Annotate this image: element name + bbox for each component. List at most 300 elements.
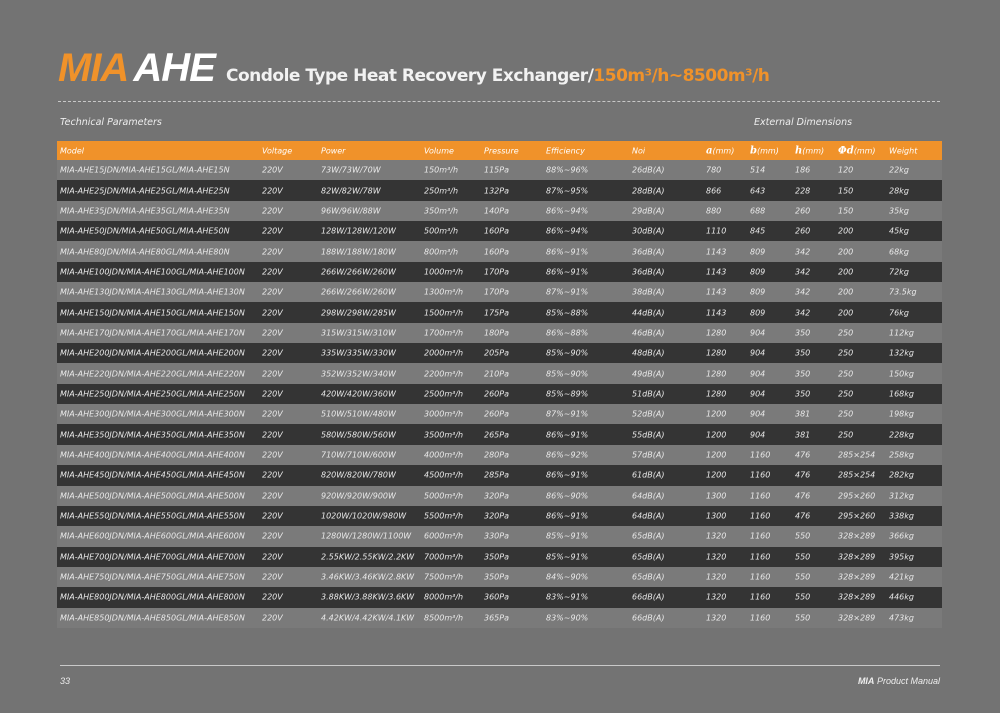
cell-d: 250 xyxy=(838,369,854,379)
cell-b: 1160 xyxy=(750,470,771,480)
cell-pressure: 132Pa xyxy=(484,186,509,196)
cell-weight: 282kg xyxy=(889,470,914,480)
cell-power: 266W/266W/260W xyxy=(321,287,396,297)
cell-efficiency: 86%~91% xyxy=(546,511,589,521)
page-number: 33 xyxy=(60,676,71,686)
cell-efficiency: 85%~91% xyxy=(546,552,589,562)
cell-a: 1300 xyxy=(706,511,727,521)
cell-weight: 150kg xyxy=(889,369,914,379)
cell-noise: 64dB(A) xyxy=(632,491,665,501)
cell-h: 550 xyxy=(795,613,811,623)
cell-voltage: 220V xyxy=(262,186,283,196)
cell-volume: 350m³/h xyxy=(424,206,459,216)
col-efficiency: Efficiency xyxy=(546,146,585,155)
cell-a: 1280 xyxy=(706,369,727,379)
cell-model: MIA-AHE15JDN/MIA-AHE15GL/MIA-AHE15N xyxy=(60,165,230,175)
cell-noise: 46dB(A) xyxy=(632,328,665,338)
cell-weight: 198kg xyxy=(889,409,914,419)
cell-weight: 68kg xyxy=(889,247,909,257)
cell-pressure: 265Pa xyxy=(484,430,509,440)
cell-weight: 35kg xyxy=(889,206,909,216)
cell-noise: 36dB(A) xyxy=(632,247,665,257)
cell-d: 200 xyxy=(838,308,854,318)
cell-power: 3.88KW/3.88KW/3.6KW xyxy=(321,592,415,602)
cell-d: 328×289 xyxy=(838,592,876,602)
cell-d: 150 xyxy=(838,186,854,196)
cell-b: 904 xyxy=(750,328,766,338)
cell-b: 809 xyxy=(750,247,766,257)
cell-b: 809 xyxy=(750,287,766,297)
cell-h: 350 xyxy=(795,389,811,399)
cell-d: 200 xyxy=(838,267,854,277)
table-header xyxy=(57,141,942,160)
cell-model: MIA-AHE300JDN/MIA-AHE300GL/MIA-AHE300N xyxy=(60,409,245,419)
cell-voltage: 220V xyxy=(262,226,283,236)
cell-power: 352W/352W/340W xyxy=(321,369,396,379)
cell-noise: 66dB(A) xyxy=(632,592,665,602)
cell-power: 298W/298W/285W xyxy=(321,308,396,318)
cell-model: MIA-AHE170JDN/MIA-AHE170GL/MIA-AHE170N xyxy=(60,328,245,338)
cell-a: 1110 xyxy=(706,226,727,236)
cell-efficiency: 85%~90% xyxy=(546,369,589,379)
cell-voltage: 220V xyxy=(262,389,283,399)
cell-d: 150 xyxy=(838,206,854,216)
cell-volume: 8000m³/h xyxy=(424,592,464,602)
cell-b: 1160 xyxy=(750,450,771,460)
col-b-unit: (mm) xyxy=(757,146,779,155)
cell-voltage: 220V xyxy=(262,430,283,440)
cell-power: 188W/188W/180W xyxy=(321,247,396,257)
cell-a: 880 xyxy=(706,206,722,216)
cell-model: MIA-AHE80JDN/MIA-AHE80GL/MIA-AHE80N xyxy=(60,247,230,257)
cell-b: 1160 xyxy=(750,511,771,521)
col-weight: Weight xyxy=(889,146,918,155)
cell-weight: 72kg xyxy=(889,267,909,277)
cell-a: 1200 xyxy=(706,409,727,419)
cell-d: 250 xyxy=(838,409,854,419)
table-row xyxy=(57,160,942,180)
cell-a: 780 xyxy=(706,165,722,175)
cell-a: 1300 xyxy=(706,491,727,501)
col-a-unit: (mm) xyxy=(712,146,735,155)
col-a xyxy=(706,145,734,156)
cell-volume: 2500m³/h xyxy=(424,389,464,399)
cell-efficiency: 86%~91% xyxy=(546,470,589,480)
cell-efficiency: 86%~94% xyxy=(546,206,589,216)
table-row xyxy=(57,180,942,200)
cell-b: 904 xyxy=(750,369,766,379)
table-row xyxy=(57,241,942,261)
cell-power: 1020W/1020W/980W xyxy=(321,511,407,521)
cell-a: 1200 xyxy=(706,470,727,480)
col-pressure: Pressure xyxy=(484,146,519,155)
cell-weight: 228kg xyxy=(889,430,914,440)
cell-b: 809 xyxy=(750,308,766,318)
cell-d: 285×254 xyxy=(838,450,876,460)
cell-b: 1160 xyxy=(750,592,771,602)
col-power: Power xyxy=(321,146,346,155)
cell-efficiency: 86%~92% xyxy=(546,450,589,460)
cell-pressure: 365Pa xyxy=(484,613,509,623)
cell-b: 809 xyxy=(750,267,766,277)
cell-noise: 57dB(A) xyxy=(632,450,665,460)
cell-volume: 2200m³/h xyxy=(424,369,464,379)
cell-pressure: 285Pa xyxy=(484,470,509,480)
col-h xyxy=(795,145,824,156)
cell-weight: 45kg xyxy=(889,226,909,236)
cell-power: 335W/335W/330W xyxy=(321,348,396,358)
cell-pressure: 180Pa xyxy=(484,328,509,338)
cell-efficiency: 86%~88% xyxy=(546,328,589,338)
cell-model: MIA-AHE850JDN/MIA-AHE850GL/MIA-AHE850N xyxy=(60,613,245,623)
cell-pressure: 205Pa xyxy=(484,348,509,358)
cell-b: 1160 xyxy=(750,552,771,562)
cell-a: 1320 xyxy=(706,613,727,623)
cell-voltage: 220V xyxy=(262,206,283,216)
cell-h: 381 xyxy=(795,430,811,440)
cell-weight: 258kg xyxy=(889,450,914,460)
cell-d: 200 xyxy=(838,287,854,297)
cell-voltage: 220V xyxy=(262,247,283,257)
cell-voltage: 220V xyxy=(262,470,283,480)
cell-noise: 29dB(A) xyxy=(632,206,665,216)
cell-weight: 473kg xyxy=(889,613,914,623)
cell-noise: 55dB(A) xyxy=(632,430,665,440)
cell-h: 550 xyxy=(795,531,811,541)
table-body xyxy=(57,160,942,628)
cell-h: 260 xyxy=(795,226,811,236)
cell-model: MIA-AHE700JDN/MIA-AHE700GL/MIA-AHE700N xyxy=(60,552,245,562)
cell-voltage: 220V xyxy=(262,369,283,379)
cell-h: 260 xyxy=(795,206,811,216)
cell-pressure: 320Pa xyxy=(484,491,509,501)
footer-brand xyxy=(858,676,940,686)
cell-noise: 51dB(A) xyxy=(632,389,665,399)
cell-efficiency: 85%~89% xyxy=(546,389,589,399)
cell-model: MIA-AHE200JDN/MIA-AHE200GL/MIA-AHE200N xyxy=(60,348,245,358)
col-h-symbol: h xyxy=(795,145,803,156)
cell-power: 820W/820W/780W xyxy=(321,470,396,480)
cell-d: 120 xyxy=(838,165,854,175)
cell-model: MIA-AHE35JDN/MIA-AHE35GL/MIA-AHE35N xyxy=(60,206,230,216)
cell-b: 643 xyxy=(750,186,766,196)
cell-volume: 500m³/h xyxy=(424,226,459,236)
cell-voltage: 220V xyxy=(262,531,283,541)
cell-power: 2.55KW/2.55KW/2.2KW xyxy=(321,552,415,562)
cell-model: MIA-AHE25JDN/MIA-AHE25GL/MIA-AHE25N xyxy=(60,186,230,196)
cell-model: MIA-AHE100JDN/MIA-AHE100GL/MIA-AHE100N xyxy=(60,267,245,277)
cell-efficiency: 83%~90% xyxy=(546,613,589,623)
dashed-divider xyxy=(58,101,940,102)
cell-h: 550 xyxy=(795,552,811,562)
cell-h: 350 xyxy=(795,369,811,379)
cell-noise: 38dB(A) xyxy=(632,287,665,297)
brand-name: MIA xyxy=(58,46,129,90)
cell-efficiency: 85%~91% xyxy=(546,531,589,541)
cell-a: 1200 xyxy=(706,450,727,460)
col-b xyxy=(750,145,779,156)
col-noise: Noi xyxy=(632,146,646,155)
cell-voltage: 220V xyxy=(262,491,283,501)
cell-weight: 421kg xyxy=(889,572,914,582)
spec-table xyxy=(57,141,942,628)
cell-a: 1280 xyxy=(706,328,727,338)
cell-voltage: 220V xyxy=(262,511,283,521)
technical-parameters-label: Technical Parameters xyxy=(60,117,162,128)
cell-efficiency: 87%~91% xyxy=(546,287,589,297)
col-d xyxy=(838,145,876,156)
cell-volume: 1300m³/h xyxy=(424,287,464,297)
table-row xyxy=(57,465,942,485)
cell-noise: 30dB(A) xyxy=(632,226,665,236)
cell-efficiency: 85%~88% xyxy=(546,308,589,318)
cell-h: 342 xyxy=(795,267,811,277)
cell-model: MIA-AHE400JDN/MIA-AHE400GL/MIA-AHE400N xyxy=(60,450,245,460)
cell-noise: 44dB(A) xyxy=(632,308,665,318)
product-name: AHE xyxy=(133,46,215,90)
table-row xyxy=(57,526,942,546)
cell-efficiency: 88%~96% xyxy=(546,165,589,175)
airflow-range: 150m³/h~8500m³/h xyxy=(593,66,770,86)
cell-noise: 26dB(A) xyxy=(632,165,665,175)
cell-b: 514 xyxy=(750,165,766,175)
cell-b: 904 xyxy=(750,430,766,440)
cell-noise: 28dB(A) xyxy=(632,186,665,196)
cell-d: 328×289 xyxy=(838,613,876,623)
table-row xyxy=(57,445,942,465)
cell-power: 266W/266W/260W xyxy=(321,267,396,277)
cell-h: 381 xyxy=(795,409,811,419)
col-a-symbol: a xyxy=(706,145,713,156)
table-row xyxy=(57,302,942,322)
cell-pressure: 115Pa xyxy=(484,165,509,175)
table-row xyxy=(57,282,942,302)
cell-voltage: 220V xyxy=(262,592,283,602)
table-row xyxy=(57,404,942,424)
col-model: Model xyxy=(60,146,85,155)
cell-h: 550 xyxy=(795,572,811,582)
col-d-unit: (mm) xyxy=(853,146,876,155)
cell-efficiency: 87%~91% xyxy=(546,409,589,419)
cell-efficiency: 86%~91% xyxy=(546,267,589,277)
cell-h: 342 xyxy=(795,287,811,297)
cell-volume: 800m³/h xyxy=(424,247,459,257)
cell-weight: 395kg xyxy=(889,552,914,562)
col-volume: Volume xyxy=(424,146,454,155)
footer-brand-name: MIA xyxy=(857,676,875,686)
cell-pressure: 360Pa xyxy=(484,592,509,602)
cell-pressure: 170Pa xyxy=(484,287,509,297)
cell-a: 1280 xyxy=(706,389,727,399)
cell-pressure: 175Pa xyxy=(484,308,509,318)
table-row xyxy=(57,343,942,363)
cell-a: 1143 xyxy=(706,267,727,277)
cell-power: 420W/420W/360W xyxy=(321,389,396,399)
cell-d: 200 xyxy=(838,226,854,236)
table-row xyxy=(57,384,942,404)
cell-volume: 7500m³/h xyxy=(424,572,464,582)
cell-h: 186 xyxy=(795,165,811,175)
cell-a: 1320 xyxy=(706,592,727,602)
cell-power: 510W/510W/480W xyxy=(321,409,396,419)
cell-h: 350 xyxy=(795,348,811,358)
cell-model: MIA-AHE550JDN/MIA-AHE550GL/MIA-AHE550N xyxy=(60,511,245,521)
cell-a: 1143 xyxy=(706,308,727,318)
cell-volume: 3000m³/h xyxy=(424,409,464,419)
cell-volume: 4000m³/h xyxy=(424,450,464,460)
cell-h: 476 xyxy=(795,470,811,480)
cell-noise: 48dB(A) xyxy=(632,348,665,358)
cell-noise: 49dB(A) xyxy=(632,369,665,379)
cell-volume: 5000m³/h xyxy=(424,491,464,501)
cell-d: 250 xyxy=(838,328,854,338)
cell-b: 904 xyxy=(750,389,766,399)
cell-power: 3.46KW/3.46KW/2.8KW xyxy=(321,572,415,582)
cell-power: 82W/82W/78W xyxy=(321,186,381,196)
cell-a: 866 xyxy=(706,186,722,196)
cell-voltage: 220V xyxy=(262,409,283,419)
cell-pressure: 280Pa xyxy=(484,450,509,460)
cell-weight: 22kg xyxy=(889,165,909,175)
cell-weight: 73.5kg xyxy=(889,287,917,297)
cell-h: 342 xyxy=(795,247,811,257)
cell-h: 350 xyxy=(795,328,811,338)
cell-model: MIA-AHE750JDN/MIA-AHE750GL/MIA-AHE750N xyxy=(60,572,245,582)
cell-b: 904 xyxy=(750,348,766,358)
table-row xyxy=(57,486,942,506)
cell-power: 128W/128W/120W xyxy=(321,226,396,236)
cell-volume: 1700m³/h xyxy=(424,328,464,338)
cell-a: 1320 xyxy=(706,552,727,562)
cell-voltage: 220V xyxy=(262,267,283,277)
cell-power: 580W/580W/560W xyxy=(321,430,396,440)
cell-noise: 65dB(A) xyxy=(632,552,665,562)
cell-volume: 1500m³/h xyxy=(424,308,464,318)
table-row xyxy=(57,262,942,282)
cell-noise: 66dB(A) xyxy=(632,613,665,623)
cell-pressure: 140Pa xyxy=(484,206,509,216)
cell-model: MIA-AHE500JDN/MIA-AHE500GL/MIA-AHE500N xyxy=(60,491,245,501)
cell-voltage: 220V xyxy=(262,328,283,338)
cell-volume: 8500m³/h xyxy=(424,613,464,623)
cell-d: 285×254 xyxy=(838,470,876,480)
cell-power: 710W/710W/600W xyxy=(321,450,396,460)
cell-power: 920W/920W/900W xyxy=(321,491,396,501)
cell-b: 1160 xyxy=(750,491,771,501)
cell-a: 1200 xyxy=(706,430,727,440)
table-row xyxy=(57,587,942,607)
cell-efficiency: 86%~90% xyxy=(546,491,589,501)
col-b-symbol: b xyxy=(750,145,757,156)
cell-volume: 7000m³/h xyxy=(424,552,464,562)
cell-h: 550 xyxy=(795,592,811,602)
cell-h: 228 xyxy=(795,186,811,196)
cell-noise: 36dB(A) xyxy=(632,267,665,277)
col-h-unit: (mm) xyxy=(802,146,825,155)
table-row xyxy=(57,363,942,383)
cell-voltage: 220V xyxy=(262,450,283,460)
cell-voltage: 220V xyxy=(262,552,283,562)
cell-volume: 3500m³/h xyxy=(424,430,464,440)
cell-a: 1280 xyxy=(706,348,727,358)
cell-b: 1160 xyxy=(750,613,771,623)
cell-d: 200 xyxy=(838,247,854,257)
cell-h: 476 xyxy=(795,491,811,501)
cell-volume: 5500m³/h xyxy=(424,511,464,521)
cell-a: 1143 xyxy=(706,247,727,257)
cell-h: 476 xyxy=(795,450,811,460)
cell-volume: 4500m³/h xyxy=(424,470,464,480)
cell-d: 295×260 xyxy=(838,491,876,501)
cell-pressure: 330Pa xyxy=(484,531,509,541)
cell-d: 328×289 xyxy=(838,552,876,562)
cell-h: 476 xyxy=(795,511,811,521)
cell-d: 328×289 xyxy=(838,572,876,582)
cell-weight: 366kg xyxy=(889,531,914,541)
cell-efficiency: 86%~91% xyxy=(546,247,589,257)
table-row xyxy=(57,506,942,526)
cell-d: 295×260 xyxy=(838,511,876,521)
cell-efficiency: 87%~95% xyxy=(546,186,589,196)
cell-d: 250 xyxy=(838,389,854,399)
cell-volume: 150m³/h xyxy=(424,165,459,175)
cell-model: MIA-AHE350JDN/MIA-AHE350GL/MIA-AHE350N xyxy=(60,430,245,440)
external-dimensions-label: External Dimensions xyxy=(754,117,853,128)
cell-volume: 2000m³/h xyxy=(424,348,464,358)
cell-power: 4.42KW/4.42KW/4.1KW xyxy=(321,613,415,623)
cell-b: 688 xyxy=(750,206,766,216)
cell-model: MIA-AHE600JDN/MIA-AHE600GL/MIA-AHE600N xyxy=(60,531,245,541)
table-row xyxy=(57,323,942,343)
cell-efficiency: 86%~94% xyxy=(546,226,589,236)
cell-power: 96W/96W/88W xyxy=(321,206,381,216)
cell-pressure: 170Pa xyxy=(484,267,509,277)
cell-weight: 28kg xyxy=(889,186,909,196)
cell-voltage: 220V xyxy=(262,613,283,623)
cell-power: 73W/73W/70W xyxy=(321,165,381,175)
cell-pressure: 350Pa xyxy=(484,552,509,562)
cell-pressure: 210Pa xyxy=(484,369,509,379)
table-row xyxy=(57,424,942,444)
cell-model: MIA-AHE800JDN/MIA-AHE800GL/MIA-AHE800N xyxy=(60,592,245,602)
cell-weight: 168kg xyxy=(889,389,914,399)
cell-efficiency: 84%~90% xyxy=(546,572,589,582)
cell-weight: 112kg xyxy=(889,328,914,338)
table-row xyxy=(57,201,942,221)
cell-pressure: 260Pa xyxy=(484,409,509,419)
cell-model: MIA-AHE450JDN/MIA-AHE450GL/MIA-AHE450N xyxy=(60,470,245,480)
cell-model: MIA-AHE150JDN/MIA-AHE150GL/MIA-AHE150N xyxy=(60,308,245,318)
table-row xyxy=(57,567,942,587)
cell-efficiency: 86%~91% xyxy=(546,430,589,440)
cell-d: 250 xyxy=(838,430,854,440)
cell-volume: 250m³/h xyxy=(424,186,459,196)
page-title xyxy=(58,46,769,91)
cell-efficiency: 83%~91% xyxy=(546,592,589,602)
cell-pressure: 320Pa xyxy=(484,511,509,521)
cell-volume: 6000m³/h xyxy=(424,531,464,541)
footer-divider xyxy=(60,665,940,666)
cell-b: 1160 xyxy=(750,531,771,541)
table-row xyxy=(57,221,942,241)
col-voltage: Voltage xyxy=(262,146,293,155)
cell-power: 1280W/1280W/1100W xyxy=(321,531,412,541)
cell-pressure: 350Pa xyxy=(484,572,509,582)
cell-power: 315W/315W/310W xyxy=(321,328,396,338)
cell-weight: 446kg xyxy=(889,592,914,602)
cell-noise: 52dB(A) xyxy=(632,409,665,419)
cell-model: MIA-AHE130JDN/MIA-AHE130GL/MIA-AHE130N xyxy=(60,287,245,297)
